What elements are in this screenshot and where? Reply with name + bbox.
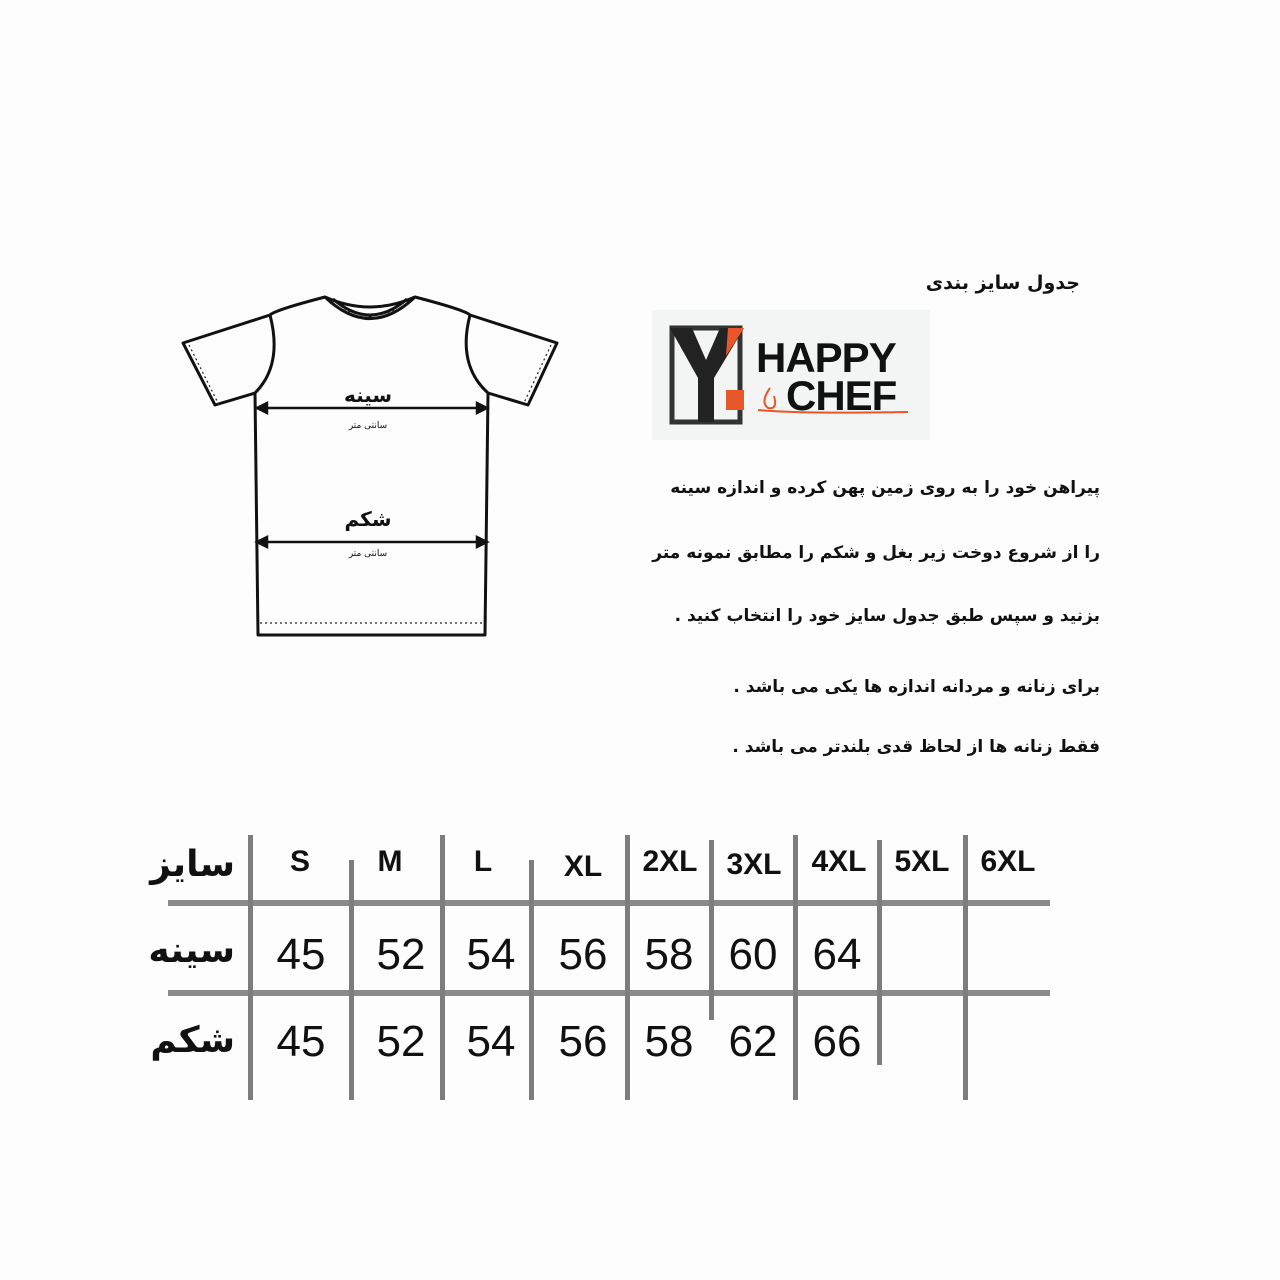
belly-value-l: 54 [466,1017,516,1066]
size-header-3xl: 3XL [726,848,782,881]
size-header-5xl: 5XL [894,845,950,878]
chest-value-xl: 56 [558,930,608,979]
belly-value-xl: 56 [558,1017,608,1066]
header-label: سایز [150,844,235,885]
chest-value-s: 45 [276,930,326,979]
belly-value-m: 52 [376,1017,426,1066]
chest-value-l: 54 [466,930,516,979]
size-header-xl: XL [563,850,603,883]
tshirt-diagram [175,285,570,645]
collar-tag [368,316,372,320]
size-header-4xl: 4XL [811,845,867,878]
belly-value-4xl: 66 [812,1017,862,1066]
chest-label: سینه [343,383,393,407]
logo-chef-text: CHEF [786,372,897,419]
size-header-l: L [473,845,493,878]
table-rule-middle [168,990,1050,996]
instruction-line-5: فقط زنانه ها از لحاظ قدی بلندتر می باشد . [732,737,1100,757]
instruction-line-2: را از شروع دوخت زیر بغل و شکم را مطابق نمونه متر [652,543,1100,563]
chest-value-2xl: 58 [644,930,694,979]
size-header-m: M [377,845,403,878]
col-divider [349,860,354,1100]
logo-happy-text: HAPPY [756,334,896,381]
belly-value-3xl: 62 [728,1017,778,1066]
belly-unit: سانتی متر [348,549,388,559]
size-header-2xl: 2XL [642,845,698,878]
belly-value-s: 45 [276,1017,326,1066]
chest-value-3xl: 60 [728,930,778,979]
table-rule-top [168,900,1050,906]
col-divider [248,835,253,1100]
tshirt-outline [175,285,570,645]
row-label-belly: شکم [150,1020,235,1061]
instruction-line-1: پیراهن خود را به روی زمین پهن کرده و اندازه سینه [670,478,1100,498]
belly-label: شکم [344,507,392,531]
belly-value-2xl: 58 [644,1017,694,1066]
row-label-chest: سینه [148,930,235,971]
chest-value-m: 52 [376,930,426,979]
page-title: جدول سایز بندی [925,272,1080,294]
size-header-6xl: 6XL [980,845,1036,878]
happy-chef-logo [652,310,930,440]
chest-value-4xl: 64 [812,930,862,979]
size-table [150,830,1070,1110]
chest-unit: سانتی متر [348,421,388,431]
size-header-s: S [289,845,310,878]
instruction-line-4: برای زنانه و مردانه اندازه ها یکی می باشد . [733,677,1100,697]
instruction-line-3: بزنید و سپس طبق جدول سایز خود را انتخاب کنید . [674,606,1100,626]
